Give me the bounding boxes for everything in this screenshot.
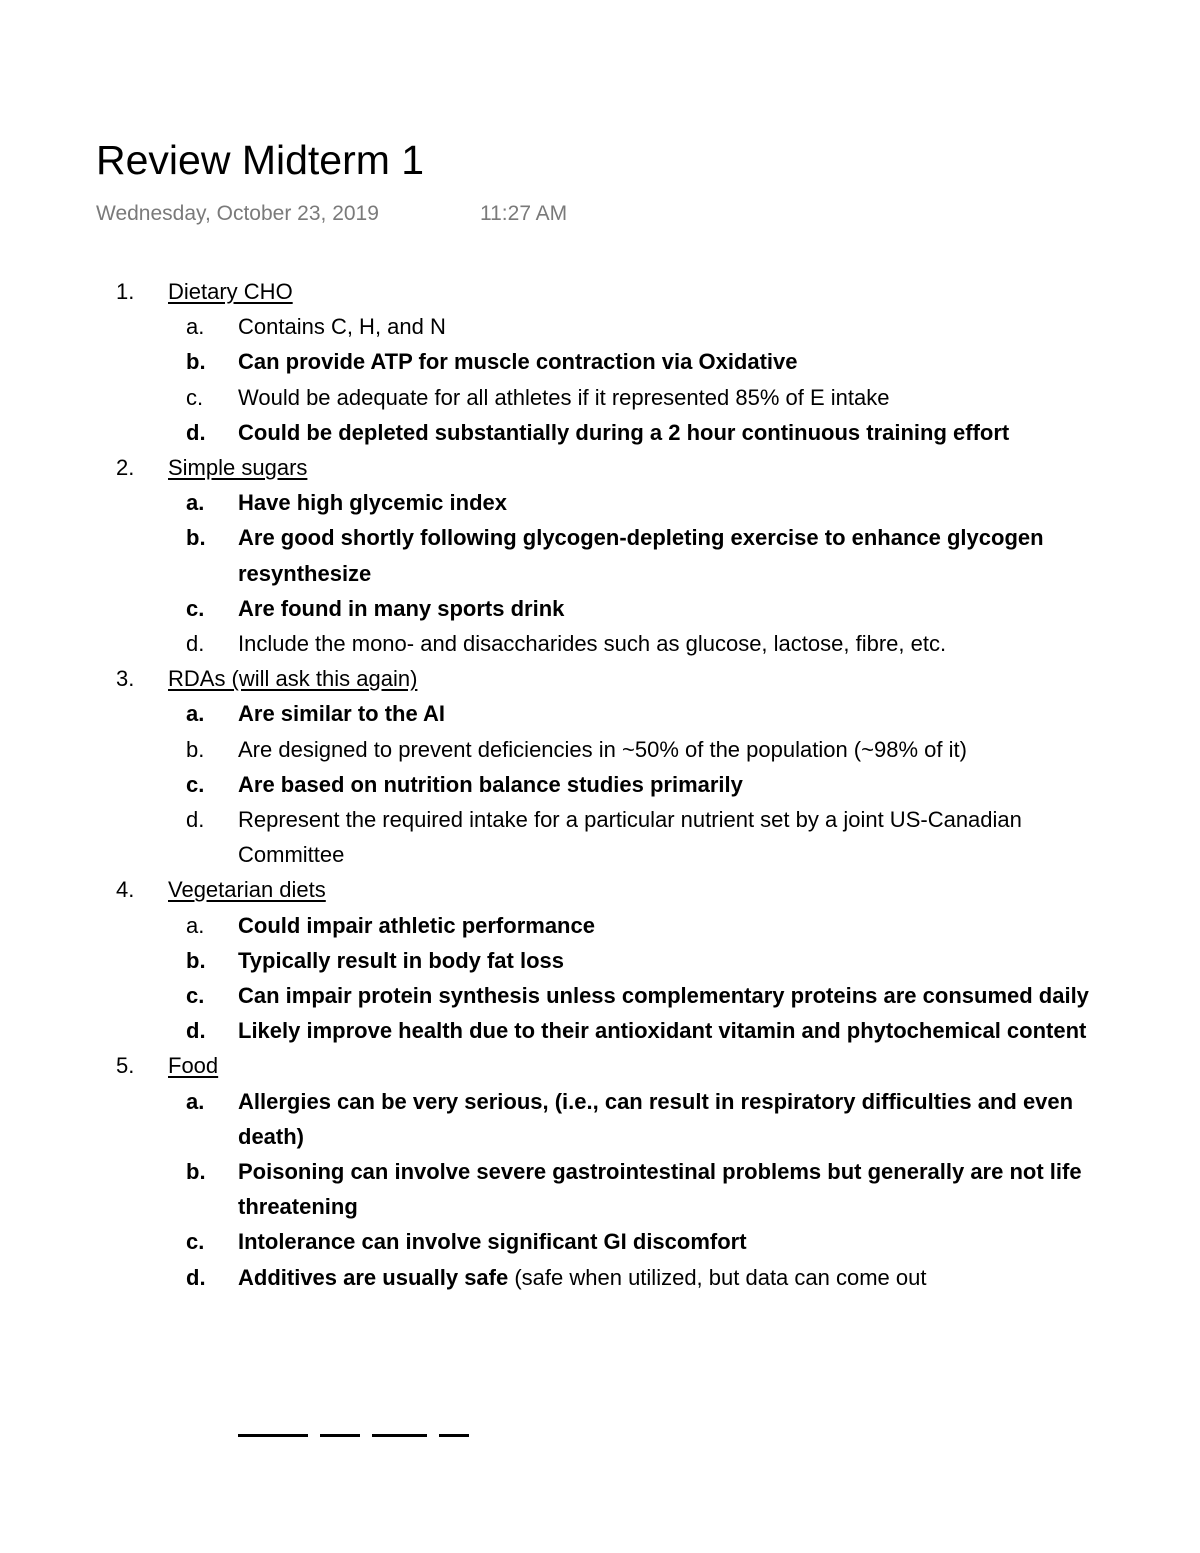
- answer-option: [0, 344, 1200, 379]
- option-letter: a.: [186, 314, 205, 340]
- option-text-wrap: [238, 591, 1110, 626]
- question-topic: Dietary CHO: [168, 279, 293, 304]
- option-text-wrap: [238, 732, 1110, 767]
- answer-option: [0, 1154, 1200, 1224]
- option-letter: c.: [186, 595, 205, 621]
- option-text: Would be adequate for all athletes if it represented 85% of E intake: [238, 384, 890, 410]
- answer-option: [0, 802, 1200, 872]
- option-text: Contains C, H, and N: [238, 314, 446, 340]
- option-letter: b.: [186, 525, 206, 551]
- option-letter: a.: [186, 912, 205, 938]
- answer-option: [0, 591, 1200, 626]
- option-text: Likely improve health due to their antioxidant vitamin and phytochemical content: [238, 1018, 1087, 1044]
- option-letter: c.: [186, 771, 205, 797]
- option-letter: a.: [186, 701, 205, 727]
- option-text: Are designed to prevent deficiencies in ~50% of the population (~98% of it): [238, 736, 967, 762]
- answer-option: [0, 943, 1200, 978]
- option-letter: d.: [186, 1018, 206, 1044]
- question-topic: Simple sugars: [168, 455, 308, 480]
- question-list: [0, 274, 1200, 1295]
- option-text: Could impair athletic performance: [238, 912, 595, 938]
- option-text-wrap: [238, 380, 1110, 415]
- option-text-wrap: [238, 344, 1110, 379]
- answer-option: [0, 1084, 1200, 1154]
- option-text-wrap: [238, 1084, 1110, 1154]
- answer-option: [0, 380, 1200, 415]
- option-text: Have high glycemic index: [238, 490, 507, 516]
- option-letter: b.: [186, 349, 206, 375]
- option-text: Allergies can be very serious, (i.e., can result in respiratory difficulties and even death): [238, 1088, 1074, 1149]
- question-item: [0, 450, 1200, 485]
- answer-option: [0, 767, 1200, 802]
- option-text: Are similar to the AI: [238, 701, 446, 727]
- option-text-wrap: [238, 1013, 1110, 1048]
- option-text-wrap: [238, 696, 1110, 731]
- option-text: Include the mono- and disaccharides such as glucose, lactose, fibre, etc.: [238, 631, 947, 656]
- option-text-wrap: [238, 415, 1110, 450]
- answer-option: [0, 696, 1200, 731]
- option-text: Poisoning can involve severe gastrointestinal problems but generally are not life threatening: [238, 1159, 1082, 1220]
- option-text-wrap: [238, 802, 1110, 872]
- answer-option: [0, 520, 1200, 590]
- option-letter: c.: [186, 384, 204, 410]
- question-item: [0, 872, 1200, 907]
- option-text: Represent the required intake for a particular nutrient set by a joint US-Canadian Committee: [238, 807, 1022, 868]
- answer-option: [0, 309, 1200, 344]
- option-text-wrap: [238, 1154, 1110, 1224]
- page-title: Review Midterm 1: [96, 137, 425, 183]
- answer-option: [0, 1224, 1200, 1259]
- question-number: 3.: [116, 666, 135, 692]
- question-number: 1.: [116, 279, 135, 304]
- option-text: Can impair protein synthesis unless complementary proteins are consumed daily: [238, 983, 1089, 1008]
- option-text-wrap: [238, 978, 1110, 1013]
- option-text-wrap: [238, 626, 1110, 661]
- option-text: Additives are usually safe: [238, 1264, 509, 1290]
- answer-option: [0, 415, 1200, 450]
- option-text-wrap: [238, 767, 1110, 802]
- question-item: [0, 1048, 1200, 1083]
- option-text-wrap: [238, 485, 1110, 520]
- option-text-wrap: [238, 1260, 1110, 1295]
- option-text-wrap: [238, 309, 1110, 344]
- answer-option: [0, 732, 1200, 767]
- option-letter: c.: [186, 1229, 205, 1255]
- option-text: Can provide ATP for muscle contraction via Oxidative: [238, 349, 798, 375]
- page-meta: [96, 200, 568, 228]
- option-letter: d.: [186, 1264, 206, 1290]
- answer-option: [0, 485, 1200, 520]
- question-number: 2.: [116, 455, 135, 480]
- question-item: [0, 274, 1200, 309]
- option-letter: a.: [186, 490, 205, 516]
- answer-option: [0, 626, 1200, 661]
- question-item: [0, 661, 1200, 696]
- option-text-wrap: [238, 520, 1110, 590]
- option-note: (safe when utilized, but data can come out: [508, 1264, 927, 1290]
- option-letter: a.: [186, 1088, 205, 1114]
- option-letter: c.: [186, 983, 205, 1008]
- option-text: Are based on nutrition balance studies primarily: [238, 771, 743, 797]
- answer-option: [0, 1260, 1200, 1295]
- question-topic: Food: [168, 1053, 219, 1079]
- answer-option: [0, 1013, 1200, 1048]
- option-letter: b.: [186, 947, 206, 973]
- page-date: Wednesday, October 23, 2019: [96, 202, 379, 225]
- question-topic: RDAs (will ask this again): [168, 666, 418, 692]
- option-text: Are found in many sports drink: [238, 595, 565, 621]
- option-letter: d.: [186, 419, 206, 445]
- option-text: Typically result in body fat loss: [238, 947, 565, 973]
- question-number: 5.: [116, 1053, 135, 1079]
- answer-option: [0, 978, 1200, 1013]
- answer-option: [0, 908, 1200, 943]
- option-text-wrap: [238, 908, 1110, 943]
- option-letter: d.: [186, 807, 205, 832]
- cut-off-text-line: [238, 1434, 498, 1440]
- option-letter: b.: [186, 1159, 206, 1184]
- option-letter: d.: [186, 631, 205, 656]
- option-letter: b.: [186, 736, 205, 762]
- option-text: Could be depleted substantially during a 2 hour continuous training effort: [238, 419, 1010, 445]
- option-text: Intolerance can involve significant GI discomfort: [238, 1229, 747, 1255]
- option-text-wrap: [238, 943, 1110, 978]
- question-number: 4.: [116, 877, 135, 903]
- question-topic: Vegetarian diets: [168, 877, 326, 903]
- page-time: 11:27 AM: [480, 202, 568, 225]
- option-text-wrap: [238, 1224, 1110, 1259]
- option-text: Are good shortly following glycogen-depleting exercise to enhance glycogen resynthesize: [238, 525, 1044, 586]
